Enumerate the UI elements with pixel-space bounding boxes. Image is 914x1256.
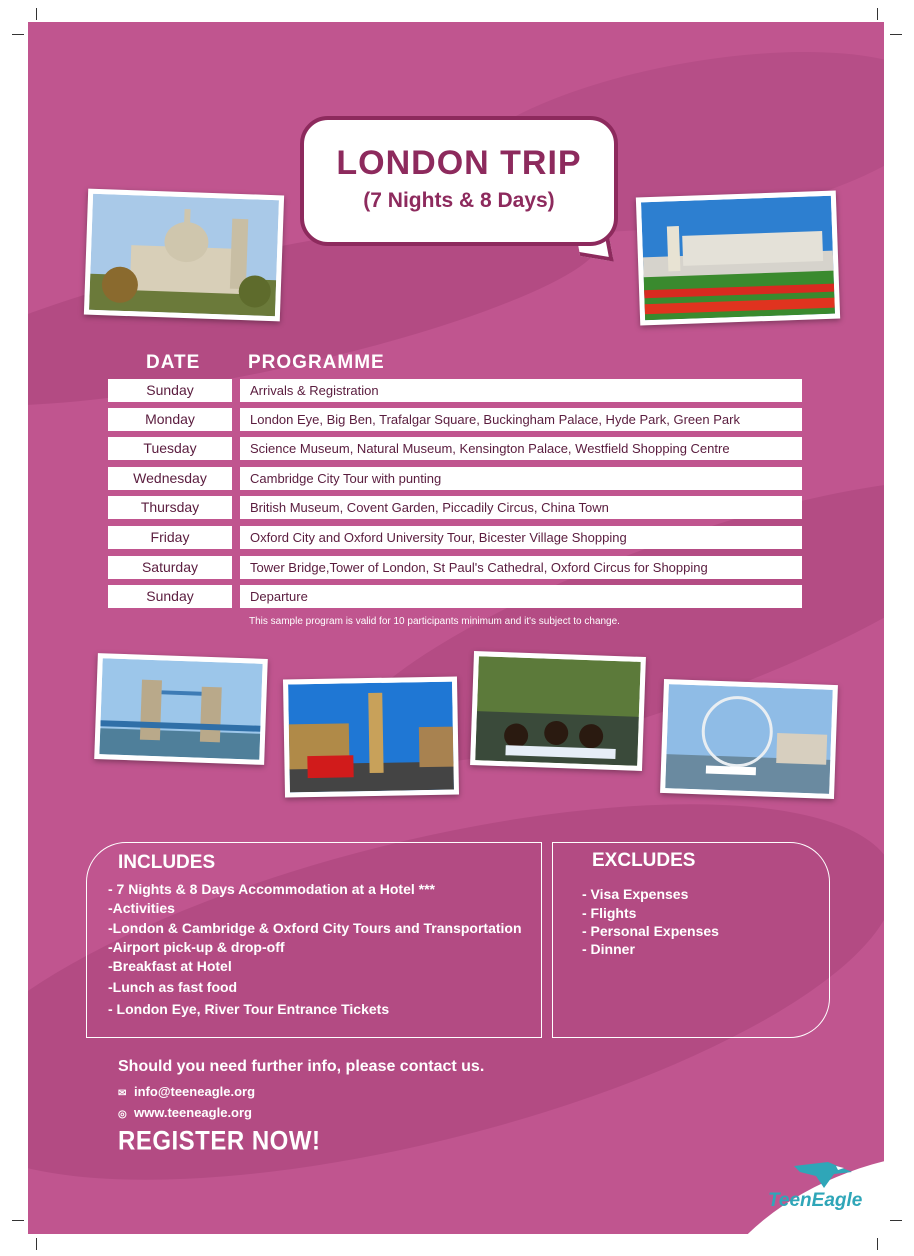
includes-item: - 7 Nights & 8 Days Accommodation at a Hotel *** (108, 881, 435, 897)
tower-bridge-illustration (99, 658, 262, 760)
crop-mark (36, 1238, 37, 1250)
brand-name: TeenEagle (768, 1190, 863, 1211)
table-row (108, 379, 804, 402)
day-cell: Saturday (108, 556, 232, 579)
includes-item: -Lunch as fast food (108, 979, 238, 995)
programme-cell: Cambridge City Tour with punting (240, 467, 802, 490)
crop-mark (877, 1238, 878, 1250)
day-cell: Tuesday (108, 437, 232, 460)
date-column-header: DATE (146, 352, 201, 373)
page-subtitle: (7 Nights & 8 Days) (363, 189, 555, 212)
page-title: LONDON TRIP (336, 144, 582, 182)
table-row (108, 496, 804, 519)
programme-note: This sample program is valid for 10 participants minimum and it's subject to change. (249, 616, 620, 627)
photo-punting (470, 651, 646, 771)
programme-cell: London Eye, Big Ben, Trafalgar Square, Buckingham Palace, Hyde Park, Green Park (240, 408, 802, 431)
crop-mark (36, 8, 37, 20)
programme-cell: Arrivals & Registration (240, 379, 802, 402)
day-cell: Monday (108, 408, 232, 431)
punting-illustration (475, 656, 641, 766)
contact-heading: Should you need further info, please contact us. (118, 1058, 485, 1075)
crop-mark (890, 1220, 902, 1221)
london-eye-illustration (665, 684, 833, 794)
email-text[interactable]: info@teeneagle.org (134, 1084, 256, 1099)
teeneagle-logo (768, 1162, 878, 1222)
table-row (108, 408, 804, 431)
contact-website[interactable] (118, 1105, 252, 1120)
big-ben-illustration (288, 682, 454, 793)
location-pin-icon: ◎ (118, 1109, 127, 1120)
flyer-page (28, 22, 884, 1234)
website-text[interactable]: www.teeneagle.org (134, 1105, 252, 1120)
crop-mark (890, 34, 902, 35)
st-pauls-illustration (89, 194, 279, 316)
excludes-title: EXCLUDES (592, 850, 696, 871)
excludes-item: - Flights (582, 905, 637, 921)
register-cta[interactable]: REGISTER NOW! (118, 1126, 321, 1157)
buckingham-palace-illustration (641, 196, 835, 321)
programme-cell: Tower Bridge,Tower of London, St Paul's Cathedral, Oxford Circus for Shopping (240, 556, 802, 579)
photo-buckingham-palace (636, 191, 840, 326)
table-row (108, 437, 804, 460)
envelope-icon: ✉ (118, 1088, 127, 1099)
eagle-icon (794, 1162, 854, 1190)
photo-big-ben (283, 676, 459, 797)
includes-item: -Breakfast at Hotel (108, 958, 232, 974)
programme-cell: Oxford City and Oxford University Tour, Bicester Village Shopping (240, 526, 802, 549)
table-row (108, 467, 804, 490)
includes-title: INCLUDES (118, 852, 216, 873)
day-cell: Thursday (108, 496, 232, 519)
programme-cell: British Museum, Covent Garden, Piccadily Circus, China Town (240, 496, 802, 519)
table-row (108, 585, 804, 608)
includes-item: -Activities (108, 900, 175, 916)
day-cell: Wednesday (108, 467, 232, 490)
day-cell: Sunday (108, 585, 232, 608)
crop-mark (12, 1220, 24, 1221)
excludes-item: - Dinner (582, 941, 635, 957)
photo-london-eye (660, 679, 838, 799)
includes-item: - London Eye, River Tour Entrance Tickets (108, 1001, 390, 1017)
crop-mark (12, 34, 24, 35)
includes-item: -Airport pick-up & drop-off (108, 939, 285, 955)
table-row (108, 526, 804, 549)
crop-mark (877, 8, 878, 20)
includes-item: -London & Cambridge & Oxford City Tours and Transportation (108, 920, 522, 936)
day-cell: Sunday (108, 379, 232, 402)
photo-tower-bridge (94, 653, 268, 765)
excludes-item: - Personal Expenses (582, 923, 719, 939)
excludes-item: - Visa Expenses (582, 886, 689, 902)
table-row (108, 556, 804, 579)
contact-email[interactable] (118, 1084, 255, 1099)
programme-cell: Science Museum, Natural Museum, Kensington Palace, Westfield Shopping Centre (240, 437, 802, 460)
programme-column-header: PROGRAMME (248, 352, 385, 373)
photo-st-pauls (84, 189, 284, 322)
title-bubble (300, 116, 618, 246)
programme-cell: Departure (240, 585, 802, 608)
day-cell: Friday (108, 526, 232, 549)
